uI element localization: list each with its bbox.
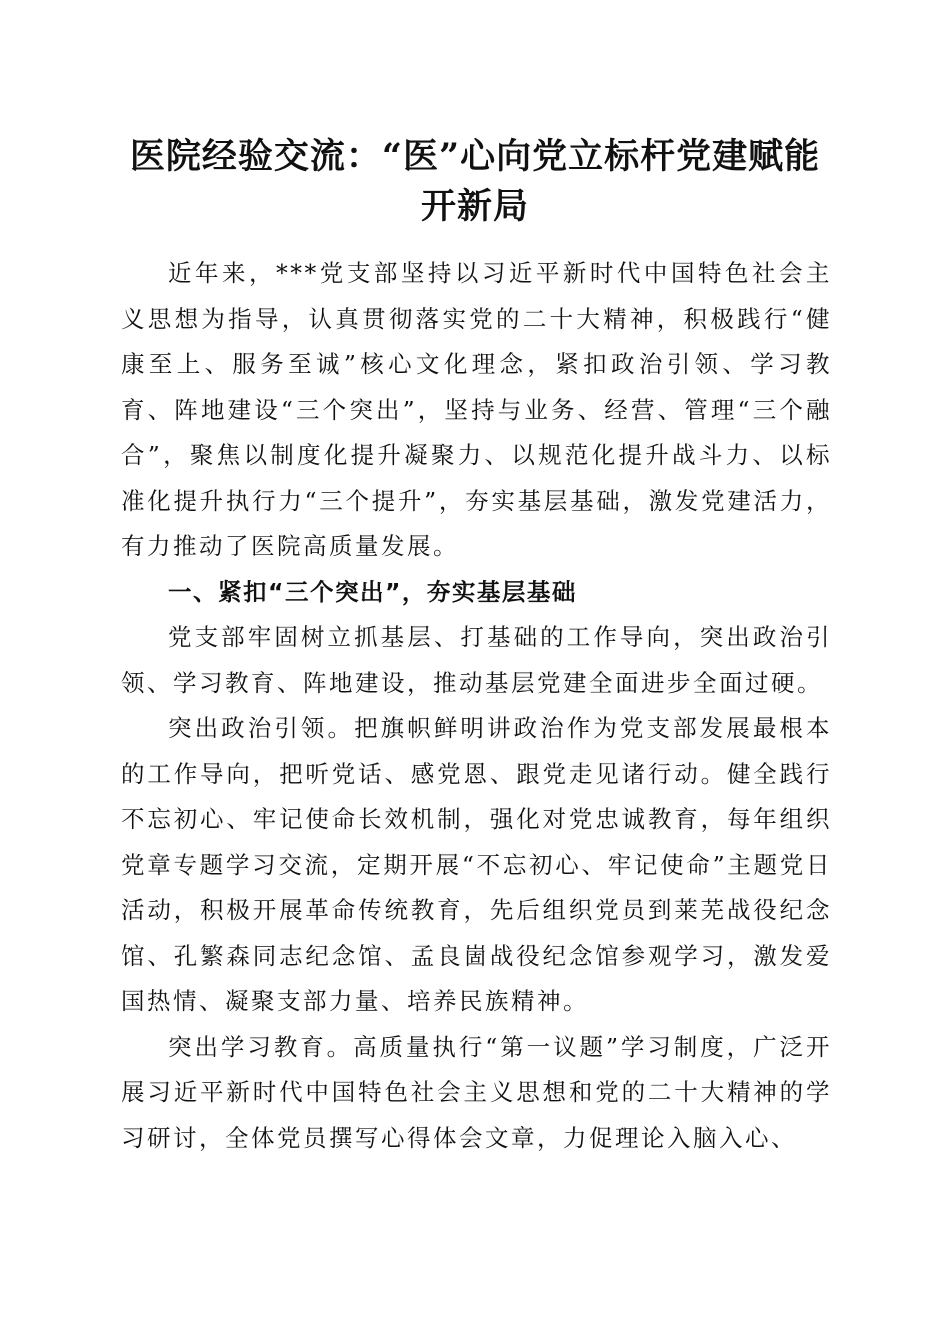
document-title xyxy=(100,132,850,232)
intro-paragraph: 近年来，***党支部坚持以习近平新时代中国特色社会主义思想为指导，认真贯彻落实党的二十大精神，积极践行“健康至上、服务至诚”核心文化理念，紧扣政治引领、学习教育、阵地建设“三个突出”，坚持与业务、经营、管理“三个融合”，聚焦以制度化提升凝聚力、以规范化提升战斗力、以标准化提升执行力“三个提升”，夯实基层基础，激发党建活力，有力推动了医院高质量发展。 xyxy=(121,259,832,560)
section-1-intro-paragraph: 党支部牢固树立抓基层、打基础的工作导向，突出政治引领、学习教育、阵地建设，推动基层党建全面进步全面过硬。 xyxy=(121,623,832,697)
document-body xyxy=(121,251,832,1161)
section-heading-1: 一、紧扣“三个突出”，夯实基层基础 xyxy=(168,577,577,606)
learning-education-paragraph: 突出学习教育。高质量执行“第一议题”学习制度，广泛开展习近平新时代中国特色社会主义思想和党的二十大精神的学习研讨，全体党员撰写心得体会文章，力促理论入脑入心、 xyxy=(121,1032,832,1152)
political-guidance-paragraph: 突出政治引领。把旗帜鲜明讲政治作为党支部发展最根本的工作导向，把听党话、感党恩、跟党走见诸行动。健全践行不忘初心、牢记使命长效机制，强化对党忠诚教育，每年组织党章专题学习交流，定期开展“不忘初心、牢记使命”主题党日活动，积极开展革命传统教育，先后组织党员到莱芜战役纪念馆、孔繁森同志纪念馆、孟良崮战役纪念馆参观学习，激发爱国热情、凝聚支部力量、培养民族精神。 xyxy=(121,714,832,1015)
title-line-1: 医院经验交流：“医”心向党立标杆党建赋能 xyxy=(129,136,821,177)
title-line-2: 开新局 xyxy=(420,186,529,227)
